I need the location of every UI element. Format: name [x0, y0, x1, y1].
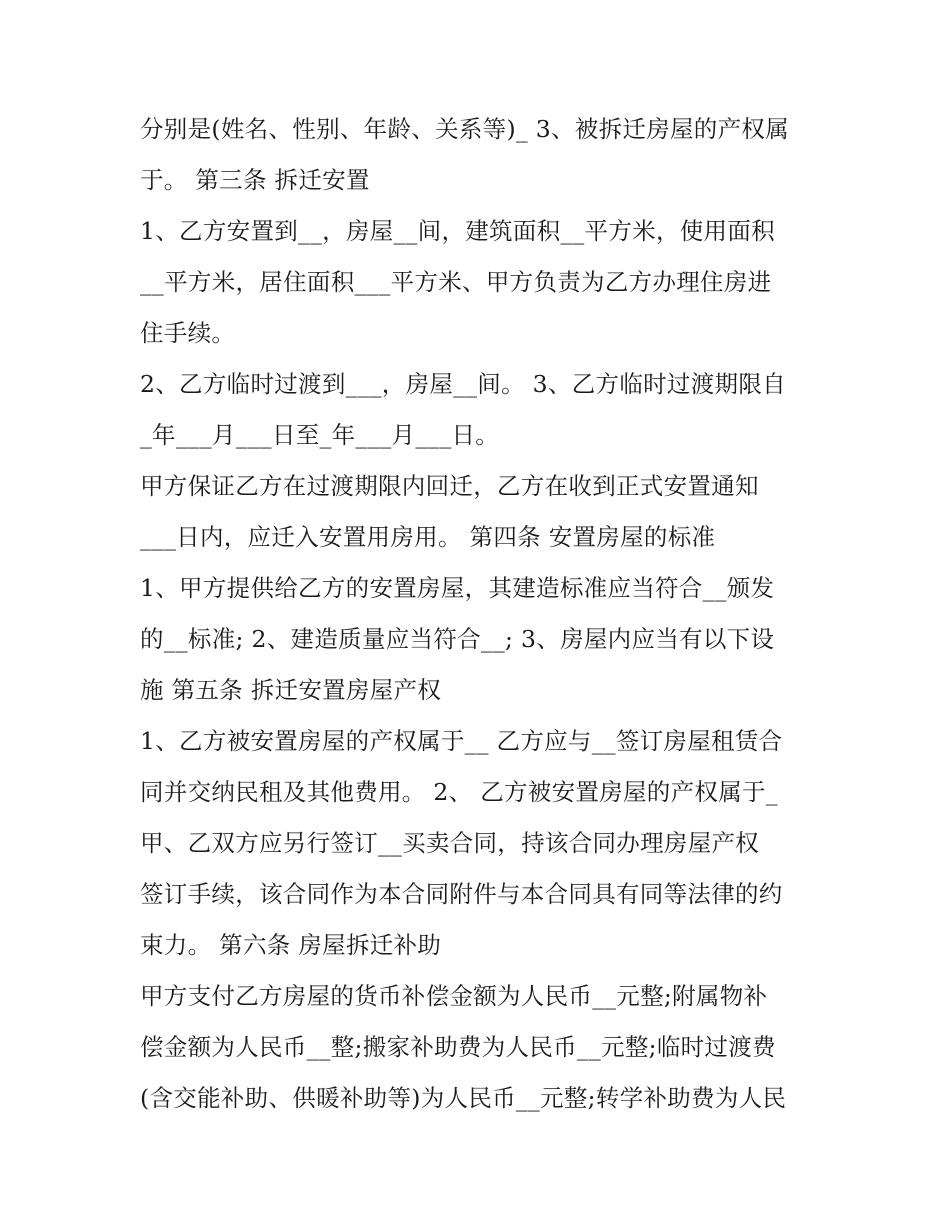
text-line: 1、甲方提供给乙方的安置房屋，其建造标准应当符合__颁发	[140, 574, 775, 602]
text-line: (含交能补助、供暖补助等)为人民币__元整;转学补助费为人民	[140, 1084, 787, 1112]
text-line: 偿金额为人民币__整;搬家补助费为人民币__元整;临时过渡费	[140, 1033, 776, 1061]
text-line: 于。 第三条 拆迁安置	[140, 166, 370, 194]
text-line: 甲、乙双方应另行签订__买卖合同，持该合同办理房屋产权	[140, 829, 760, 857]
text-line: 同并交纳民租及其他费用。 2、 乙方被安置房屋的产权属于_	[140, 778, 778, 806]
text-line: 施 第五条 拆迁安置房屋产权	[140, 676, 442, 704]
text-line: 甲方支付乙方房屋的货币补偿金额为人民币__元整;附属物补	[140, 982, 768, 1010]
text-line: 住手续。	[140, 319, 236, 347]
text-line: 分别是(姓名、性别、年龄、关系等)_ 3、被拆迁房屋的产权属	[140, 115, 790, 143]
text-line: 甲方保证乙方在过渡期限内回迁，乙方在收到正式安置通知	[140, 472, 759, 500]
text-line: __平方米，居住面积___平方米、甲方负责为乙方办理住房进	[140, 268, 772, 296]
text-line: 签订手续，该合同作为本合同附件与本合同具有同等法律的约	[140, 880, 783, 908]
text-line: 1、乙方被安置房屋的产权属于__ 乙方应与__签订房屋租赁合	[140, 727, 783, 755]
text-line: _年___月___日至_年___月___日。	[140, 421, 500, 449]
text-line: 的__标准; 2、建造质量应当符合__; 3、房屋内应当有以下设	[140, 625, 775, 653]
text-line: ___日内，应迁入安置用房用。 第四条 安置房屋的标准	[140, 523, 716, 551]
text-line: 束力。 第六条 房屋拆迁补助	[140, 931, 442, 959]
text-line: 1、乙方安置到__，房屋__间，建筑面积__平方米，使用面积	[140, 217, 775, 245]
document-body	[140, 104, 820, 1124]
text-line: 2、乙方临时过渡到___，房屋__间。 3、乙方临时过渡期限自	[140, 370, 786, 398]
